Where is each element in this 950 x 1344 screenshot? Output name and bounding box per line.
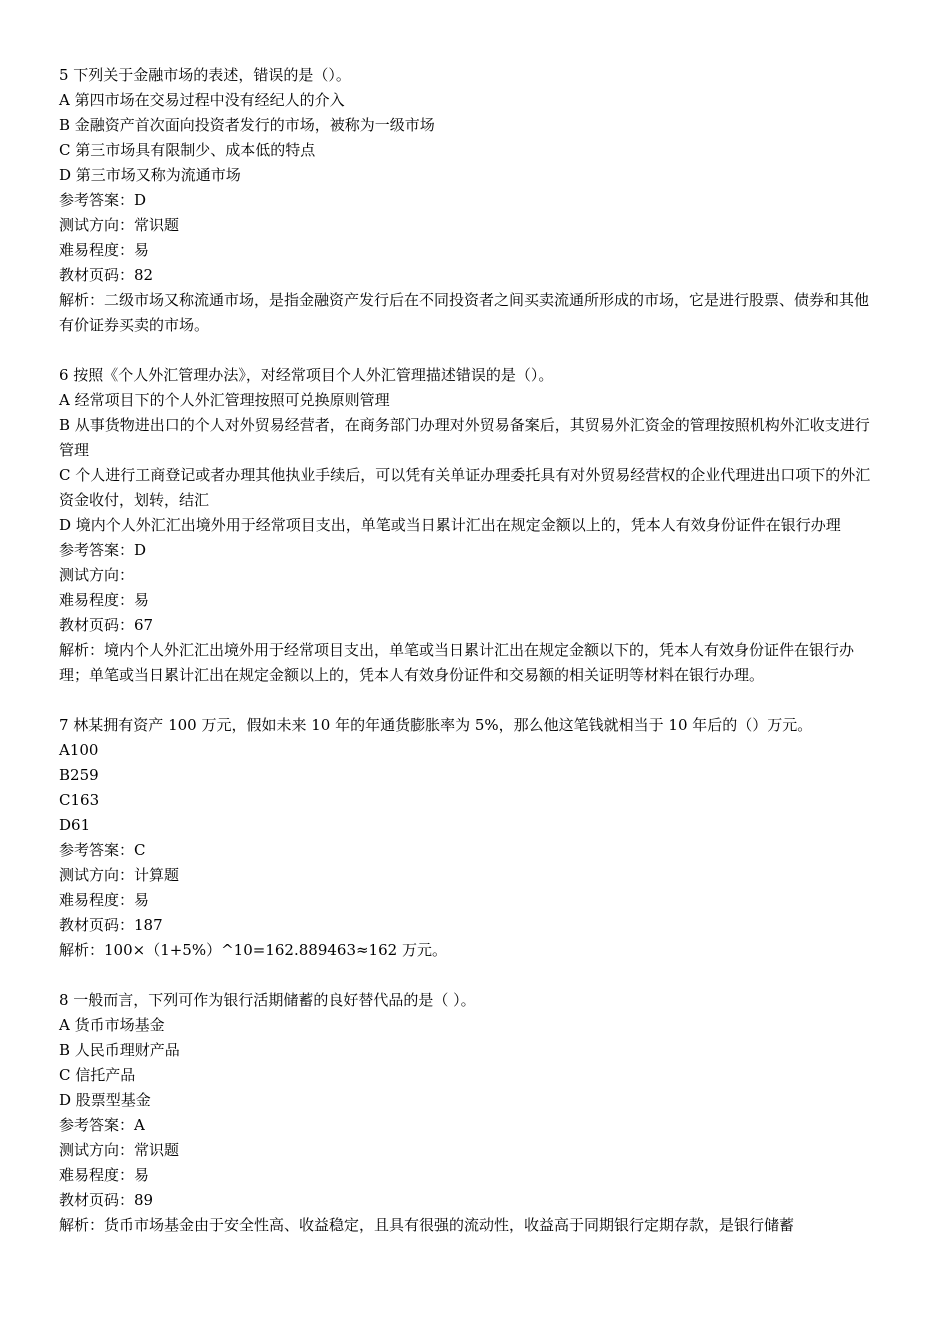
test-direction: 测试方向：计算题: [59, 866, 180, 884]
question-stem: 6 按照《个人外汇管理办法》，对经常项目个人外汇管理描述错误的是（）。: [59, 366, 554, 384]
question-8: [59, 988, 883, 1238]
analysis: 解析：二级市场又称流通市场，是指金融资产发行后在不同投资者之间买卖流通所形成的市场，它是进行股票、债券和其他有价证券买卖的市场。: [59, 291, 870, 334]
test-direction: 测试方向：常识题: [59, 1141, 180, 1159]
option-d: D 境内个人外汇汇出境外用于经常项目支出，单笔或当日累计汇出在规定金额以上的，凭本人有效身份证件在银行办理: [59, 516, 841, 534]
textbook-page: 教材页码：89: [59, 1191, 154, 1209]
option-a: A 第四市场在交易过程中没有经纪人的介入: [59, 91, 345, 109]
reference-answer: 参考答案：D: [59, 191, 147, 209]
option-b: B 人民币理财产品: [59, 1041, 180, 1059]
option-b: B 金融资产首次面向投资者发行的市场，被称为一级市场: [59, 116, 435, 134]
question-6: [59, 363, 883, 688]
question-stem: 5 下列关于金融市场的表述，错误的是（）。: [59, 66, 351, 84]
option-d: D 第三市场又称为流通市场: [59, 166, 241, 184]
difficulty: 难易程度：易: [59, 591, 150, 609]
difficulty: 难易程度：易: [59, 1166, 150, 1184]
option-b: B 从事货物进出口的个人对外贸易经营者，在商务部门办理对外贸易备案后，其贸易外汇资金的管理按照机构外汇收支进行管理: [59, 416, 870, 459]
test-direction: 测试方向：: [59, 566, 135, 584]
analysis: 解析：货币市场基金由于安全性高、收益稳定，且具有很强的流动性，收益高于同期银行定期存款，是银行储蓄: [59, 1216, 795, 1234]
option-d: D 股票型基金: [59, 1091, 151, 1109]
textbook-page: 教材页码：67: [59, 616, 154, 634]
analysis: 解析：100×（1+5%）^10=162.889463≈162 万元。: [59, 941, 447, 959]
option-c: C 第三市场具有限制少、成本低的特点: [59, 141, 316, 159]
option-c: C163: [59, 791, 100, 809]
reference-answer: 参考答案：C: [59, 841, 146, 859]
option-c: C 个人进行工商登记或者办理其他执业手续后，可以凭有关单证办理委托具有对外贸易经营权的企业代理进出口项下的外汇资金收付，划转，结汇: [59, 466, 871, 509]
reference-answer: 参考答案：D: [59, 541, 147, 559]
question-stem: 8 一般而言，下列可作为银行活期储蓄的良好替代品的是（ ）。: [59, 991, 476, 1009]
option-d: D61: [59, 816, 91, 834]
analysis: 解析：境内个人外汇汇出境外用于经常项目支出，单笔或当日累计汇出在规定金额以下的，凭本人有效身份证件在银行办理；单笔或当日累计汇出在规定金额以上的，凭本人有效身份证件和交易额的相关证明等材料在银行办理。: [59, 641, 855, 684]
option-b: B259: [59, 766, 99, 784]
option-a: A100: [59, 741, 99, 759]
question-5: [59, 63, 883, 338]
question-7: [59, 713, 883, 963]
difficulty: 难易程度：易: [59, 241, 150, 259]
option-a: A 经常项目下的个人外汇管理按照可兑换原则管理: [59, 391, 390, 409]
document-page: [59, 63, 883, 1238]
textbook-page: 教材页码：187: [59, 916, 163, 934]
difficulty: 难易程度：易: [59, 891, 150, 909]
test-direction: 测试方向：常识题: [59, 216, 180, 234]
option-c: C 信托产品: [59, 1066, 136, 1084]
option-a: A 货币市场基金: [59, 1016, 165, 1034]
reference-answer: 参考答案：A: [59, 1116, 145, 1134]
question-stem: 7 林某拥有资产 100 万元，假如未来 10 年的年通货膨胀率为 5%，那么他这笔钱就相当于 10 年后的（）万元。: [59, 716, 813, 734]
textbook-page: 教材页码：82: [59, 266, 154, 284]
